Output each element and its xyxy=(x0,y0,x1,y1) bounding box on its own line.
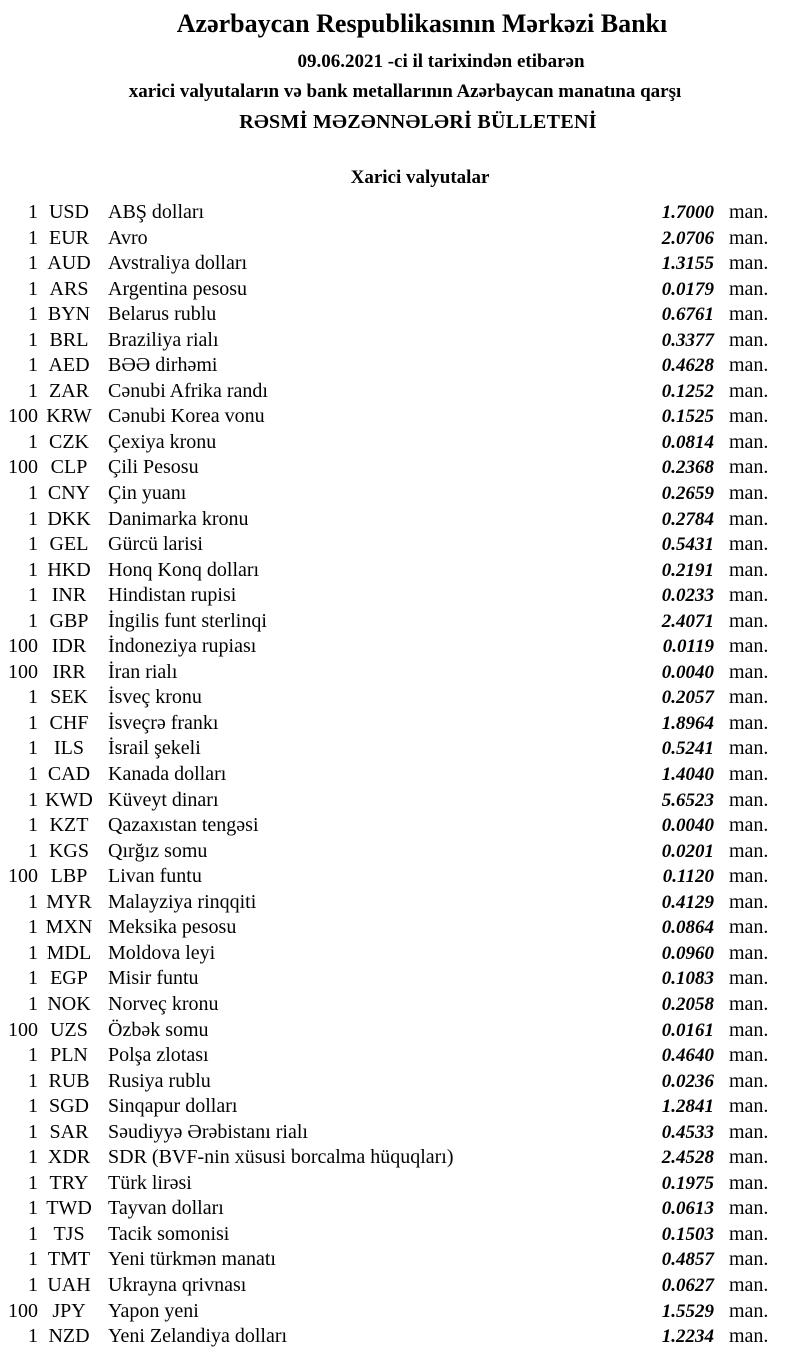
rate-value: 0.0040 xyxy=(661,815,714,837)
currency-code: MDL xyxy=(46,941,92,964)
currency-code: CNY xyxy=(47,482,91,505)
rate-value: 0.0040 xyxy=(661,661,714,683)
unit-label: man. xyxy=(729,430,769,453)
nominal-value: 100 xyxy=(8,865,38,888)
currency-name: Polşa zlotası xyxy=(108,1044,209,1067)
rate-value: 1.7000 xyxy=(661,202,714,223)
exchange-rate-row xyxy=(0,251,800,277)
currency-code: TWD xyxy=(46,1197,92,1220)
unit-label: man. xyxy=(729,635,769,658)
currency-name: Tacik somonisi xyxy=(108,1222,230,1245)
currency-name: Meksika pesosu xyxy=(108,916,237,939)
unit-label: man. xyxy=(729,1248,769,1271)
nominal-value: 1 xyxy=(28,1044,38,1067)
currency-code: IDR xyxy=(51,635,87,658)
exchange-rate-row xyxy=(0,302,800,328)
rate-value: 0.0814 xyxy=(661,431,714,453)
nominal-value: 100 xyxy=(8,456,38,479)
rate-value: 0.4640 xyxy=(661,1045,714,1067)
currency-name: Danimarka kronu xyxy=(108,507,249,530)
unit-label: man. xyxy=(729,839,769,862)
exchange-rate-row xyxy=(0,1043,800,1069)
currency-code: XDR xyxy=(47,1146,91,1169)
exchange-rate-row xyxy=(0,711,800,737)
nominal-value: 1 xyxy=(28,1197,38,1220)
rate-value: 0.6761 xyxy=(661,304,714,326)
nominal-value: 1 xyxy=(28,890,38,913)
currency-name: Özbək somu xyxy=(108,1018,209,1041)
currency-name: Ukrayna qrivnası xyxy=(108,1273,247,1296)
bulletin-title: RƏSMİ MƏZƏNNƏLƏRİ BÜLLETENİ xyxy=(239,111,597,133)
currency-name: Avro xyxy=(108,226,148,249)
rate-value: 0.0864 xyxy=(661,917,714,939)
unit-label: man. xyxy=(729,354,769,377)
currency-code: TRY xyxy=(49,1171,89,1194)
exchange-rate-row xyxy=(0,685,800,711)
unit-label: man. xyxy=(729,405,769,428)
currency-name: Qazaxıstan tengəsi xyxy=(108,814,259,837)
exchange-rate-row xyxy=(0,1120,800,1146)
currency-name: Avstraliya dolları xyxy=(108,252,248,275)
currency-code: UAH xyxy=(47,1273,91,1296)
unit-label: man. xyxy=(729,303,769,326)
unit-label: man. xyxy=(729,533,769,556)
exchange-rate-row xyxy=(0,890,800,916)
currency-code: JPY xyxy=(52,1299,86,1322)
nominal-value: 1 xyxy=(28,941,38,964)
exchange-rate-row xyxy=(0,1299,800,1325)
unit-label: man. xyxy=(729,660,769,683)
rate-value: 0.0960 xyxy=(661,942,714,964)
rate-value: 0.2659 xyxy=(661,483,714,505)
nominal-value: 1 xyxy=(28,328,38,351)
rate-value: 1.5529 xyxy=(661,1300,714,1322)
unit-label: man. xyxy=(729,379,769,402)
unit-label: man. xyxy=(729,252,769,275)
currency-code: RUB xyxy=(48,1069,90,1092)
rate-value: 0.1525 xyxy=(661,406,714,428)
rate-value: 0.0161 xyxy=(661,1019,714,1041)
nominal-value: 1 xyxy=(28,482,38,505)
unit-label: man. xyxy=(729,992,769,1015)
section-title-foreign-currencies: Xarici valyutalar xyxy=(350,167,490,188)
unit-label: man. xyxy=(729,763,769,786)
currency-name: Qırğız somu xyxy=(108,839,208,862)
rate-value: 0.3377 xyxy=(661,329,714,351)
currency-name: İsveç kronu xyxy=(108,686,202,709)
currency-name: Yapon yeni xyxy=(108,1299,199,1322)
exchange-rate-row xyxy=(0,1018,800,1044)
currency-code: UZS xyxy=(50,1018,88,1041)
currency-code: ZAR xyxy=(49,379,89,402)
exchange-rate-row xyxy=(0,966,800,992)
rate-value: 1.2234 xyxy=(661,1326,714,1348)
nominal-value: 1 xyxy=(28,584,38,607)
rate-value: 2.4528 xyxy=(661,1147,714,1169)
currency-name: Cənubi Afrika randı xyxy=(108,379,268,402)
currency-code: KRW xyxy=(46,405,92,428)
exchange-rate-row xyxy=(0,1273,800,1299)
rate-value: 5.6523 xyxy=(661,789,714,811)
rate-value: 0.2784 xyxy=(661,508,714,530)
exchange-rate-row xyxy=(0,1094,800,1120)
currency-name: Belarus rublu xyxy=(108,303,217,326)
nominal-value: 1 xyxy=(28,277,38,300)
exchange-rate-row xyxy=(0,864,800,890)
rate-value: 0.2058 xyxy=(661,993,714,1015)
rate-value: 0.1975 xyxy=(661,1172,714,1194)
exchange-rate-row xyxy=(0,1171,800,1197)
unit-label: man. xyxy=(729,711,769,734)
currency-name: Sinqapur dolları xyxy=(108,1095,238,1118)
unit-label: man. xyxy=(729,1044,769,1067)
exchange-rate-row xyxy=(0,1247,800,1273)
unit-label: man. xyxy=(729,941,769,964)
exchange-rate-row xyxy=(0,1324,800,1350)
exchange-rate-row xyxy=(0,788,800,814)
currency-code: BYN xyxy=(47,303,91,326)
currency-code: AED xyxy=(48,354,90,377)
rate-value: 0.0201 xyxy=(661,840,714,862)
currency-name: Yeni türkmən manatı xyxy=(108,1248,276,1271)
nominal-value: 100 xyxy=(8,1018,38,1041)
unit-label: man. xyxy=(729,1325,769,1348)
rate-value: 0.1120 xyxy=(662,866,714,888)
exchange-rate-row xyxy=(0,226,800,252)
exchange-rate-row xyxy=(0,634,800,660)
nominal-value: 1 xyxy=(28,1146,38,1169)
rate-value: 2.4071 xyxy=(661,610,714,632)
unit-label: man. xyxy=(729,226,769,249)
rate-value: 0.0613 xyxy=(661,1198,714,1220)
exchange-rate-row xyxy=(0,379,800,405)
subject-line: xarici valyutaların və bank metallarının Azərbaycan manatına qarşı xyxy=(128,81,682,102)
currency-code: MYR xyxy=(46,890,92,913)
currency-code: DKK xyxy=(47,507,91,530)
currency-code: CLP xyxy=(50,456,88,479)
unit-label: man. xyxy=(729,865,769,888)
nominal-value: 100 xyxy=(8,635,38,658)
currency-code: LBP xyxy=(50,865,88,888)
unit-label: man. xyxy=(729,558,769,581)
nominal-value: 1 xyxy=(28,430,38,453)
rate-value: 0.0236 xyxy=(661,1070,714,1092)
currency-code: SGD xyxy=(48,1095,89,1118)
exchange-rate-row xyxy=(0,1145,800,1171)
nominal-value: 1 xyxy=(28,303,38,326)
exchange-rate-row xyxy=(0,481,800,507)
currency-name: Küveyt dinarı xyxy=(108,788,219,811)
nominal-value: 1 xyxy=(28,226,38,249)
currency-name: İngilis funt sterlinqi xyxy=(108,609,267,632)
unit-label: man. xyxy=(729,277,769,300)
currency-name: ABŞ dolları xyxy=(108,201,205,223)
unit-label: man. xyxy=(729,201,769,223)
nominal-value: 100 xyxy=(8,405,38,428)
nominal-value: 1 xyxy=(28,992,38,1015)
exchange-rate-row xyxy=(0,328,800,354)
nominal-value: 1 xyxy=(28,1248,38,1271)
currency-name: Gürcü larisi xyxy=(108,533,203,556)
nominal-value: 1 xyxy=(28,379,38,402)
nominal-value: 1 xyxy=(28,1273,38,1296)
exchange-rate-row xyxy=(0,1196,800,1222)
currency-name: Çexiya kronu xyxy=(108,430,217,453)
exchange-rate-row xyxy=(0,277,800,303)
nominal-value: 1 xyxy=(28,763,38,786)
nominal-value: 1 xyxy=(28,533,38,556)
currency-code: ARS xyxy=(49,277,89,300)
unit-label: man. xyxy=(729,1222,769,1245)
nominal-value: 1 xyxy=(28,1171,38,1194)
currency-name: Rusiya rublu xyxy=(108,1069,211,1092)
nominal-value: 1 xyxy=(28,788,38,811)
unit-label: man. xyxy=(729,507,769,530)
rate-value: 0.5241 xyxy=(661,738,714,760)
currency-code: GBP xyxy=(49,609,89,632)
nominal-value: 1 xyxy=(28,507,38,530)
currency-code: BRL xyxy=(49,328,89,351)
currency-code: CHF xyxy=(49,711,89,734)
exchange-rate-row xyxy=(0,404,800,430)
exchange-rate-row xyxy=(0,583,800,609)
currency-name: İran rialı xyxy=(108,660,178,683)
nominal-value: 100 xyxy=(8,1299,38,1322)
nominal-value: 1 xyxy=(28,252,38,275)
exchange-rate-row xyxy=(0,660,800,686)
rate-value: 0.2191 xyxy=(661,559,714,581)
currency-code: KWD xyxy=(45,788,93,811)
unit-label: man. xyxy=(729,609,769,632)
unit-label: man. xyxy=(729,482,769,505)
effective-date-line: 09.06.2021 -ci il tarixindən etibarən xyxy=(297,51,585,72)
currency-name: Argentina pesosu xyxy=(108,277,248,300)
rate-value: 0.5431 xyxy=(661,534,714,556)
currency-code: EGP xyxy=(50,967,88,990)
currency-name: BƏƏ dirhəmi xyxy=(108,354,218,377)
currency-code: NOK xyxy=(47,992,91,1015)
currency-name: Malayziya rinqqiti xyxy=(108,890,257,913)
exchange-rate-row xyxy=(0,558,800,584)
nominal-value: 1 xyxy=(28,558,38,581)
currency-code: CZK xyxy=(49,430,89,453)
exchange-rate-row xyxy=(0,762,800,788)
currency-code: PLN xyxy=(50,1044,88,1067)
unit-label: man. xyxy=(729,686,769,709)
exchange-rates-table xyxy=(0,200,800,1350)
nominal-value: 1 xyxy=(28,814,38,837)
rate-value: 1.8964 xyxy=(661,712,714,734)
currency-name: Kanada dolları xyxy=(108,763,227,786)
nominal-value: 1 xyxy=(28,1069,38,1092)
unit-label: man. xyxy=(729,967,769,990)
rate-value: 0.4533 xyxy=(661,1121,714,1143)
nominal-value: 1 xyxy=(28,711,38,734)
exchange-rate-row xyxy=(0,736,800,762)
unit-label: man. xyxy=(729,1120,769,1143)
rate-value: 0.4628 xyxy=(661,355,714,377)
rate-value: 0.2368 xyxy=(661,457,714,479)
exchange-rate-row xyxy=(0,941,800,967)
unit-label: man. xyxy=(729,328,769,351)
nominal-value: 1 xyxy=(28,609,38,632)
currency-name: Çili Pesosu xyxy=(108,456,199,479)
rate-value: 0.2057 xyxy=(661,687,714,709)
unit-label: man. xyxy=(729,1069,769,1092)
nominal-value: 1 xyxy=(28,1095,38,1118)
rate-value: 0.1083 xyxy=(661,968,714,990)
rate-value: 0.4129 xyxy=(661,891,714,913)
currency-name: Tayvan dolları xyxy=(108,1197,224,1220)
exchange-rate-row xyxy=(0,839,800,865)
nominal-value: 1 xyxy=(28,686,38,709)
exchange-rate-row xyxy=(0,813,800,839)
currency-code: INR xyxy=(51,584,87,607)
nominal-value: 1 xyxy=(28,1222,38,1245)
exchange-rate-row xyxy=(0,609,800,635)
exchange-rate-row xyxy=(0,1069,800,1095)
unit-label: man. xyxy=(729,1197,769,1220)
currency-name: Cənubi Korea vonu xyxy=(108,405,265,428)
currency-code: USD xyxy=(48,201,89,223)
currency-name: Misir funtu xyxy=(108,967,199,990)
currency-name: SDR (BVF-nin xüsusi borcalma hüquqları) xyxy=(108,1146,454,1169)
currency-name: Norveç kronu xyxy=(108,992,219,1015)
exchange-rate-row xyxy=(0,430,800,456)
rate-value: 1.3155 xyxy=(661,253,714,275)
currency-code: TMT xyxy=(47,1248,91,1271)
rate-value: 0.4857 xyxy=(661,1249,714,1271)
nominal-value: 1 xyxy=(28,967,38,990)
currency-code: ILS xyxy=(54,737,84,760)
nominal-value: 1 xyxy=(28,354,38,377)
currency-code: MXN xyxy=(45,916,93,939)
currency-code: EUR xyxy=(49,226,89,249)
exchange-rate-row xyxy=(0,507,800,533)
currency-code: SAR xyxy=(49,1120,89,1143)
nominal-value: 1 xyxy=(28,1325,38,1348)
exchange-rate-row xyxy=(0,1222,800,1248)
unit-label: man. xyxy=(729,890,769,913)
unit-label: man. xyxy=(729,814,769,837)
currency-name: Türk lirəsi xyxy=(108,1171,192,1194)
currency-name: Hindistan rupisi xyxy=(108,584,237,607)
currency-code: NZD xyxy=(48,1325,90,1348)
unit-label: man. xyxy=(729,788,769,811)
nominal-value: 1 xyxy=(28,1120,38,1143)
unit-label: man. xyxy=(729,1171,769,1194)
unit-label: man. xyxy=(729,584,769,607)
unit-label: man. xyxy=(729,1273,769,1296)
currency-code: GEL xyxy=(49,533,89,556)
currency-name: Livan funtu xyxy=(108,865,202,888)
nominal-value: 100 xyxy=(8,660,38,683)
unit-label: man. xyxy=(729,737,769,760)
currency-code: TJS xyxy=(53,1222,85,1245)
nominal-value: 1 xyxy=(28,201,38,223)
unit-label: man. xyxy=(729,916,769,939)
unit-label: man. xyxy=(729,1018,769,1041)
currency-code: KZT xyxy=(49,814,89,837)
currency-code: SEK xyxy=(50,686,88,709)
unit-label: man. xyxy=(729,456,769,479)
currency-code: KGS xyxy=(48,839,89,862)
rate-value: 0.1252 xyxy=(661,380,714,402)
exchange-rate-row xyxy=(0,915,800,941)
currency-code: HKD xyxy=(47,558,91,581)
exchange-rate-row xyxy=(0,200,800,226)
rate-value: 1.4040 xyxy=(661,764,714,786)
unit-label: man. xyxy=(729,1095,769,1118)
currency-name: İsrail şekeli xyxy=(108,737,201,760)
currency-code: CAD xyxy=(47,763,91,786)
unit-label: man. xyxy=(729,1146,769,1169)
exchange-rate-row xyxy=(0,992,800,1018)
rate-value: 0.0119 xyxy=(662,636,714,658)
rate-value: 0.0233 xyxy=(661,585,714,607)
nominal-value: 1 xyxy=(28,737,38,760)
currency-name: İndoneziya rupiası xyxy=(108,635,257,658)
currency-name: Çin yuanı xyxy=(108,482,187,505)
nominal-value: 1 xyxy=(28,839,38,862)
currency-code: AUD xyxy=(47,252,91,275)
currency-name: Moldova leyi xyxy=(108,941,216,964)
currency-name: İsveçrə frankı xyxy=(108,711,219,734)
exchange-rate-row xyxy=(0,455,800,481)
currency-name: Səudiyyə Ərəbistanı rialı xyxy=(108,1120,308,1143)
rate-value: 1.2841 xyxy=(661,1096,714,1118)
rate-value: 0.0179 xyxy=(661,278,714,300)
rate-value: 0.1503 xyxy=(661,1223,714,1245)
currency-name: Braziliya rialı xyxy=(108,328,219,351)
bank-title: Azərbaycan Respublikasının Mərkəzi Bankı xyxy=(176,9,668,38)
unit-label: man. xyxy=(729,1299,769,1322)
rate-value: 0.0627 xyxy=(661,1274,714,1296)
exchange-rate-row xyxy=(0,532,800,558)
rate-value: 2.0706 xyxy=(661,227,714,249)
nominal-value: 1 xyxy=(28,916,38,939)
currency-code: IRR xyxy=(52,660,86,683)
currency-name: Honq Konq dolları xyxy=(108,558,260,581)
exchange-rate-row xyxy=(0,353,800,379)
currency-name: Yeni Zelandiya dolları xyxy=(108,1325,288,1348)
